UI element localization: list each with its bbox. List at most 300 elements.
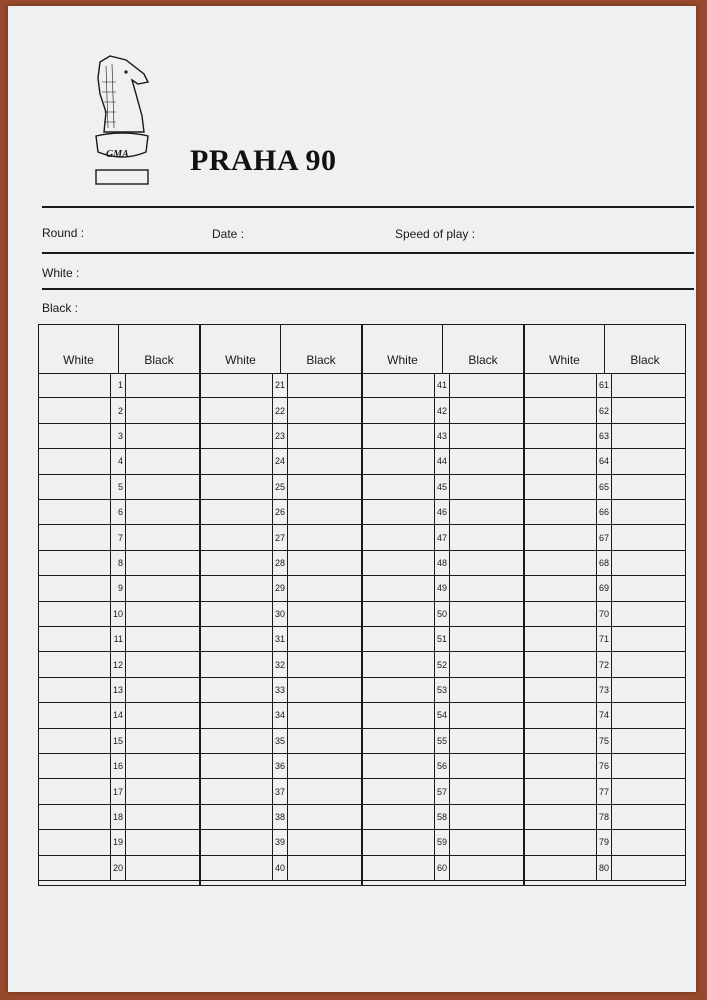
white-move-cell[interactable] (363, 830, 434, 854)
black-move-cell[interactable] (448, 779, 523, 803)
black-move-cell[interactable] (286, 856, 361, 880)
move-number: 20 (110, 856, 126, 880)
black-move-cell[interactable] (610, 576, 685, 600)
move-number: 75 (596, 729, 612, 753)
white-move-cell[interactable] (363, 729, 434, 753)
black-move-cell[interactable] (286, 500, 361, 524)
move-row (525, 678, 685, 703)
move-number: 79 (596, 830, 612, 854)
black-move-cell[interactable] (448, 500, 523, 524)
move-number: 55 (434, 729, 450, 753)
move-row (39, 856, 199, 881)
white-move-cell[interactable] (525, 856, 596, 880)
move-number: 6 (110, 500, 126, 524)
move-row (39, 754, 199, 779)
move-number: 44 (434, 449, 450, 473)
white-move-cell[interactable] (201, 627, 272, 651)
white-move-cell[interactable] (39, 500, 110, 524)
white-move-cell[interactable] (363, 678, 434, 702)
black-header: Black (630, 353, 660, 367)
white-move-cell[interactable] (201, 856, 272, 880)
black-move-cell[interactable] (286, 652, 361, 676)
black-move-cell[interactable] (610, 805, 685, 829)
white-move-cell[interactable] (201, 678, 272, 702)
white-move-cell[interactable] (201, 525, 272, 549)
white-move-cell[interactable] (39, 424, 110, 448)
black-header: Black (468, 353, 498, 367)
white-header: White (39, 325, 119, 373)
move-number: 63 (596, 424, 612, 448)
move-number: 66 (596, 500, 612, 524)
move-number: 42 (434, 398, 450, 422)
move-number: 29 (272, 576, 288, 600)
white-move-cell[interactable] (201, 373, 272, 397)
black-move-cell[interactable] (448, 373, 523, 397)
moves-column (38, 324, 200, 886)
white-move-cell[interactable] (525, 424, 596, 448)
white-move-cell[interactable] (363, 627, 434, 651)
white-header: White (525, 325, 605, 373)
move-number: 19 (110, 830, 126, 854)
white-move-cell[interactable] (201, 729, 272, 753)
black-move-cell[interactable] (610, 856, 685, 880)
move-number: 31 (272, 627, 288, 651)
black-move-cell[interactable] (610, 678, 685, 702)
move-number: 65 (596, 475, 612, 499)
black-move-cell[interactable] (610, 703, 685, 727)
move-number: 23 (272, 424, 288, 448)
black-move-cell[interactable] (286, 475, 361, 499)
black-move-cell[interactable] (610, 373, 685, 397)
white-move-cell[interactable] (39, 398, 110, 422)
black-move-cell[interactable] (610, 652, 685, 676)
move-number: 37 (272, 779, 288, 803)
white-move-cell[interactable] (363, 551, 434, 575)
black-move-cell[interactable] (448, 525, 523, 549)
move-row (363, 754, 523, 779)
move-row (363, 475, 523, 500)
move-row (201, 576, 361, 601)
speed-label: Speed of play : (395, 227, 476, 241)
move-number: 47 (434, 525, 450, 549)
move-row (363, 703, 523, 728)
move-number: 33 (272, 678, 288, 702)
black-move-cell[interactable] (124, 805, 199, 829)
move-number: 22 (272, 398, 288, 422)
move-row (39, 373, 199, 398)
white-move-cell[interactable] (39, 678, 110, 702)
black-move-cell[interactable] (286, 551, 361, 575)
move-number: 49 (434, 576, 450, 600)
move-number: 51 (434, 627, 450, 651)
move-row (525, 525, 685, 550)
move-row (525, 754, 685, 779)
move-number: 64 (596, 449, 612, 473)
move-number: 45 (434, 475, 450, 499)
black-move-cell[interactable] (124, 424, 199, 448)
black-move-cell[interactable] (124, 551, 199, 575)
move-number: 76 (596, 754, 612, 778)
move-number: 53 (434, 678, 450, 702)
white-move-cell[interactable] (363, 475, 434, 499)
black-move-cell[interactable] (448, 475, 523, 499)
black-move-cell[interactable] (124, 449, 199, 473)
move-number: 56 (434, 754, 450, 778)
black-move-cell[interactable] (286, 678, 361, 702)
black-move-cell[interactable] (610, 830, 685, 854)
white-move-cell[interactable] (525, 805, 596, 829)
black-move-cell[interactable] (448, 551, 523, 575)
black-move-cell[interactable] (286, 830, 361, 854)
move-row (201, 703, 361, 728)
move-row (363, 398, 523, 423)
black-move-cell[interactable] (448, 398, 523, 422)
move-number: 67 (596, 525, 612, 549)
white-move-cell[interactable] (201, 805, 272, 829)
white-move-cell[interactable] (525, 678, 596, 702)
black-move-cell[interactable] (448, 754, 523, 778)
black-move-cell[interactable] (610, 525, 685, 549)
move-number: 60 (434, 856, 450, 880)
move-number: 59 (434, 830, 450, 854)
move-number: 68 (596, 551, 612, 575)
move-number: 77 (596, 779, 612, 803)
move-number: 32 (272, 652, 288, 676)
moves-column (524, 324, 686, 886)
move-number: 34 (272, 703, 288, 727)
move-row (39, 779, 199, 804)
black-move-cell[interactable] (124, 576, 199, 600)
white-move-cell[interactable] (201, 398, 272, 422)
move-number: 24 (272, 449, 288, 473)
move-number: 43 (434, 424, 450, 448)
move-row (525, 779, 685, 804)
move-number: 58 (434, 805, 450, 829)
move-number: 61 (596, 373, 612, 397)
white-move-cell[interactable] (363, 805, 434, 829)
move-number: 72 (596, 652, 612, 676)
move-row (525, 703, 685, 728)
move-number: 2 (110, 398, 126, 422)
black-move-cell[interactable] (610, 475, 685, 499)
black-move-cell[interactable] (124, 729, 199, 753)
white-move-cell[interactable] (201, 652, 272, 676)
move-number: 30 (272, 602, 288, 626)
move-row (525, 424, 685, 449)
column-header (363, 325, 523, 374)
white-move-cell[interactable] (39, 805, 110, 829)
black-move-cell[interactable] (448, 703, 523, 727)
white-move-cell[interactable] (39, 576, 110, 600)
black-move-cell[interactable] (124, 627, 199, 651)
move-number: 3 (110, 424, 126, 448)
black-header: Black (306, 353, 336, 367)
white-move-cell[interactable] (525, 754, 596, 778)
move-number: 57 (434, 779, 450, 803)
black-move-cell[interactable] (124, 779, 199, 803)
white-move-cell[interactable] (39, 551, 110, 575)
move-row (39, 551, 199, 576)
black-move-cell[interactable] (286, 779, 361, 803)
black-move-cell[interactable] (124, 500, 199, 524)
column-header (39, 325, 199, 374)
move-row (363, 856, 523, 881)
move-row (525, 449, 685, 474)
move-number: 40 (272, 856, 288, 880)
black-move-cell[interactable] (610, 551, 685, 575)
black-move-cell[interactable] (124, 856, 199, 880)
white-move-cell[interactable] (363, 754, 434, 778)
black-move-cell[interactable] (124, 602, 199, 626)
move-number: 41 (434, 373, 450, 397)
black-move-cell[interactable] (124, 754, 199, 778)
move-row (525, 627, 685, 652)
white-move-cell[interactable] (201, 475, 272, 499)
black-move-cell[interactable] (286, 398, 361, 422)
move-row (39, 398, 199, 423)
white-move-cell[interactable] (363, 602, 434, 626)
black-move-cell[interactable] (448, 449, 523, 473)
white-move-cell[interactable] (39, 856, 110, 880)
move-number: 17 (110, 779, 126, 803)
white-move-cell[interactable] (39, 830, 110, 854)
black-move-cell[interactable] (448, 805, 523, 829)
white-move-cell[interactable] (201, 703, 272, 727)
white-move-cell[interactable] (39, 602, 110, 626)
white-move-cell[interactable] (201, 424, 272, 448)
white-move-cell[interactable] (201, 602, 272, 626)
round-label: Round : (42, 226, 85, 240)
move-row (525, 475, 685, 500)
black-move-cell[interactable] (124, 830, 199, 854)
move-number: 16 (110, 754, 126, 778)
move-row (201, 525, 361, 550)
move-number: 4 (110, 449, 126, 473)
move-row (525, 398, 685, 423)
black-move-cell[interactable] (286, 525, 361, 549)
move-row (525, 576, 685, 601)
black-move-cell[interactable] (448, 627, 523, 651)
scoresheet (8, 6, 696, 992)
move-row (363, 602, 523, 627)
white-move-cell[interactable] (201, 830, 272, 854)
move-number: 9 (110, 576, 126, 600)
move-row (363, 652, 523, 677)
column-header (201, 325, 361, 374)
white-move-cell[interactable] (525, 652, 596, 676)
move-number: 38 (272, 805, 288, 829)
black-move-cell[interactable] (448, 652, 523, 676)
move-number: 13 (110, 678, 126, 702)
white-move-cell[interactable] (525, 729, 596, 753)
white-move-cell[interactable] (363, 500, 434, 524)
white-move-cell[interactable] (525, 602, 596, 626)
white-move-cell[interactable] (363, 398, 434, 422)
move-number: 54 (434, 703, 450, 727)
white-move-cell[interactable] (525, 627, 596, 651)
move-row (363, 627, 523, 652)
move-number: 35 (272, 729, 288, 753)
move-row (39, 500, 199, 525)
black-move-cell[interactable] (286, 805, 361, 829)
black-move-cell[interactable] (124, 525, 199, 549)
black-move-cell[interactable] (124, 398, 199, 422)
move-row (39, 576, 199, 601)
move-number: 1 (110, 373, 126, 397)
move-row (525, 830, 685, 855)
move-row (201, 500, 361, 525)
black-move-cell[interactable] (610, 602, 685, 626)
black-move-cell[interactable] (448, 830, 523, 854)
move-number: 70 (596, 602, 612, 626)
black-move-cell[interactable] (286, 627, 361, 651)
white-move-cell[interactable] (525, 830, 596, 854)
move-row (201, 373, 361, 398)
move-row (201, 779, 361, 804)
black-move-cell[interactable] (286, 703, 361, 727)
move-row (39, 449, 199, 474)
black-player-label: Black : (42, 301, 79, 315)
divider-line (42, 252, 694, 254)
date-label: Date : (212, 227, 245, 241)
white-move-cell[interactable] (39, 475, 110, 499)
move-row (39, 830, 199, 855)
black-move-cell[interactable] (448, 576, 523, 600)
white-move-cell[interactable] (525, 373, 596, 397)
move-row (525, 805, 685, 830)
black-move-cell[interactable] (610, 424, 685, 448)
white-move-cell[interactable] (39, 449, 110, 473)
move-row (201, 805, 361, 830)
move-row (363, 424, 523, 449)
white-move-cell[interactable] (525, 779, 596, 803)
white-move-cell[interactable] (201, 500, 272, 524)
move-number: 26 (272, 500, 288, 524)
move-row (363, 729, 523, 754)
black-move-cell[interactable] (448, 678, 523, 702)
move-row (363, 805, 523, 830)
black-move-cell[interactable] (286, 754, 361, 778)
white-move-cell[interactable] (363, 576, 434, 600)
move-row (39, 652, 199, 677)
move-number: 69 (596, 576, 612, 600)
white-move-cell[interactable] (525, 475, 596, 499)
move-row (363, 830, 523, 855)
move-row (39, 805, 199, 830)
white-move-cell[interactable] (39, 652, 110, 676)
black-move-cell[interactable] (610, 627, 685, 651)
white-move-cell[interactable] (39, 779, 110, 803)
move-row (363, 449, 523, 474)
white-move-cell[interactable] (525, 500, 596, 524)
white-move-cell[interactable] (525, 398, 596, 422)
move-number: 52 (434, 652, 450, 676)
white-move-cell[interactable] (39, 373, 110, 397)
white-move-cell[interactable] (39, 729, 110, 753)
black-move-cell[interactable] (286, 424, 361, 448)
white-move-cell[interactable] (201, 551, 272, 575)
black-move-cell[interactable] (610, 500, 685, 524)
white-move-cell[interactable] (201, 449, 272, 473)
black-move-cell[interactable] (124, 652, 199, 676)
black-move-cell[interactable] (286, 373, 361, 397)
white-move-cell[interactable] (363, 703, 434, 727)
move-row (201, 678, 361, 703)
column-header (525, 325, 685, 374)
white-move-cell[interactable] (525, 551, 596, 575)
black-move-cell[interactable] (124, 475, 199, 499)
move-row (525, 373, 685, 398)
black-move-cell[interactable] (448, 729, 523, 753)
move-number: 62 (596, 398, 612, 422)
white-move-cell[interactable] (363, 652, 434, 676)
move-number: 46 (434, 500, 450, 524)
white-move-cell[interactable] (39, 627, 110, 651)
black-move-cell[interactable] (610, 754, 685, 778)
white-move-cell[interactable] (363, 779, 434, 803)
white-move-cell[interactable] (201, 576, 272, 600)
move-number: 14 (110, 703, 126, 727)
black-move-cell[interactable] (448, 602, 523, 626)
black-move-cell[interactable] (124, 678, 199, 702)
move-row (363, 551, 523, 576)
black-move-cell[interactable] (124, 703, 199, 727)
move-row (201, 449, 361, 474)
black-move-cell[interactable] (286, 449, 361, 473)
white-move-cell[interactable] (525, 703, 596, 727)
black-move-cell[interactable] (610, 449, 685, 473)
black-move-cell[interactable] (448, 424, 523, 448)
move-number: 39 (272, 830, 288, 854)
black-move-cell[interactable] (610, 729, 685, 753)
black-move-cell[interactable] (448, 856, 523, 880)
white-move-cell[interactable] (363, 449, 434, 473)
white-move-cell[interactable] (363, 373, 434, 397)
white-move-cell[interactable] (525, 449, 596, 473)
move-number: 7 (110, 525, 126, 549)
white-move-cell[interactable] (525, 576, 596, 600)
move-row (363, 678, 523, 703)
move-number: 12 (110, 652, 126, 676)
white-player-label: White : (42, 266, 80, 280)
white-move-cell[interactable] (39, 525, 110, 549)
move-row (39, 729, 199, 754)
move-number: 11 (110, 627, 126, 651)
white-move-cell[interactable] (363, 856, 434, 880)
white-move-cell[interactable] (201, 779, 272, 803)
white-move-cell[interactable] (201, 754, 272, 778)
black-move-cell[interactable] (610, 398, 685, 422)
white-move-cell[interactable] (39, 703, 110, 727)
white-move-cell[interactable] (363, 424, 434, 448)
black-move-cell[interactable] (286, 576, 361, 600)
black-move-cell[interactable] (610, 779, 685, 803)
black-move-cell[interactable] (124, 373, 199, 397)
move-row (201, 830, 361, 855)
move-row (201, 602, 361, 627)
move-row (39, 525, 199, 550)
move-row (201, 754, 361, 779)
white-move-cell[interactable] (39, 754, 110, 778)
black-move-cell[interactable] (286, 729, 361, 753)
move-row (363, 500, 523, 525)
black-move-cell[interactable] (286, 602, 361, 626)
white-move-cell[interactable] (525, 525, 596, 549)
move-row (201, 424, 361, 449)
move-row (363, 576, 523, 601)
move-number: 5 (110, 475, 126, 499)
white-move-cell[interactable] (363, 525, 434, 549)
